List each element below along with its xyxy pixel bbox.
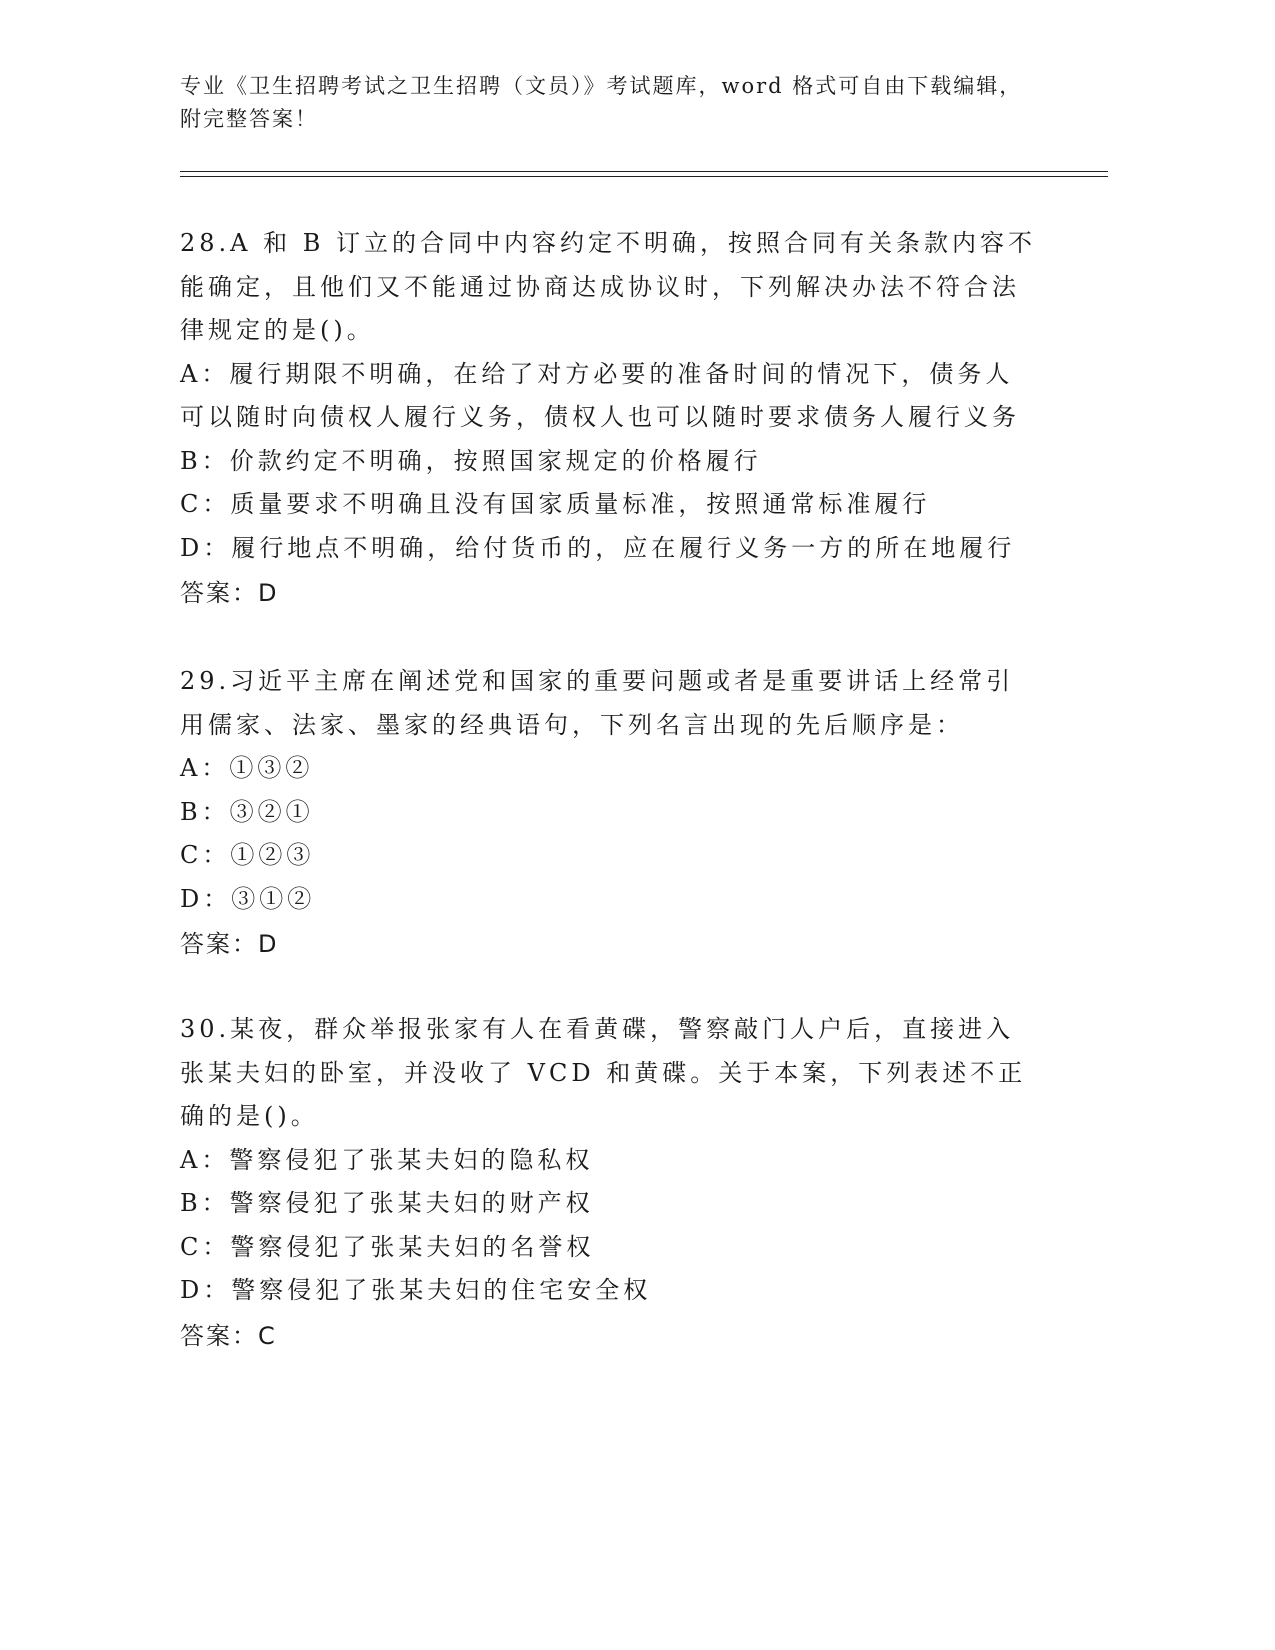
option-b: B：警察侵犯了张某夫妇的财产权 [180, 1189, 594, 1217]
option-c: C：①②③ [180, 841, 315, 869]
option-d: D：③①② [180, 884, 316, 913]
header-text: 专业《卫生招聘考试之卫生招聘（文员）》考试题库，word 格式可自由下载编辑，附完整答案！ [180, 74, 1023, 131]
option-b: B：价款约定不明确，按照国家规定的价格履行 [180, 446, 762, 475]
answer: 答案：D [180, 579, 279, 607]
answer: 答案：C [180, 1321, 277, 1350]
header-divider-top [180, 171, 1108, 172]
question-28 [180, 222, 1040, 616]
document-header [180, 70, 1040, 136]
option-c: C：警察侵犯了张某夫妇的名誉权 [180, 1232, 595, 1261]
question-stem: 30.某夜，群众举报张家有人在看黄碟，警察敲门人户后，直接进入张某夫妇的卧室，并没收了 VCD 和黄碟。关于本案，下列表述不正确的是()。 [180, 1015, 1027, 1130]
option-a: A：履行期限不明确，在给了对方必要的准备时间的情况下，债务人可以随时向债权人履行义务，债权人也可以随时要求债务人履行义务 [180, 359, 1020, 431]
option-a: A：警察侵犯了张某夫妇的隐私权 [180, 1145, 594, 1174]
question-29 [180, 660, 1040, 967]
question-stem: 28.A 和 B 订立的合同中内容约定不明确，按照合同有关条款内容不能确定，且他们又不能通过协商达成协议时，下列解决办法不符合法律规定的是()。 [180, 229, 1037, 344]
option-a: A：①③② [180, 754, 314, 782]
option-c: C：质量要求不明确且没有国家质量标准，按照通常标准履行 [180, 490, 931, 518]
answer: 答案：D [180, 930, 279, 958]
header-divider-bottom [180, 176, 1108, 177]
question-stem: 29.习近平主席在阐述党和国家的重要问题或者是重要讲话上经常引用儒家、法家、墨家的经典语句，下列名言出现的先后顺序是： [180, 667, 1015, 739]
option-d: D：警察侵犯了张某夫妇的住宅安全权 [180, 1276, 652, 1304]
option-b: B：③②① [180, 797, 314, 826]
question-30 [180, 1008, 1040, 1359]
option-d: D：履行地点不明确，给付货币的，应在履行义务一方的所在地履行 [180, 533, 1016, 562]
